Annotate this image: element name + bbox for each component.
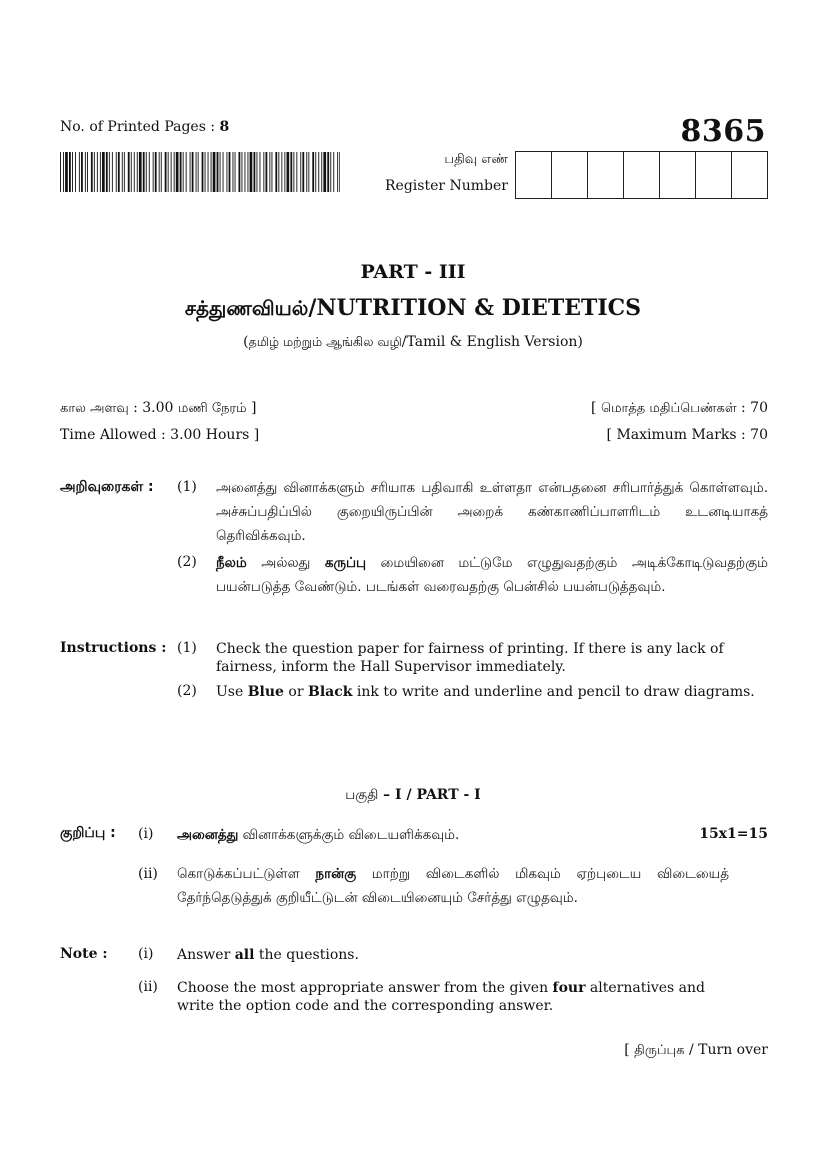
note-ta-bold: அனைத்து	[177, 827, 239, 843]
time-ta-unit: மணி நேரம்	[177, 401, 247, 416]
time-allowed-english: Time Allowed : 3.00 Hours ]	[60, 427, 260, 443]
instruction-en-number: (1)	[177, 640, 197, 656]
instructions-english-label: Instructions :	[60, 640, 167, 656]
instruction-en-part: Use	[216, 684, 248, 700]
note-en-text	[177, 946, 737, 964]
subject-title-separator: /	[308, 295, 317, 321]
printed-pages	[60, 119, 229, 135]
note-en-text	[177, 979, 737, 1015]
section-heading	[0, 787, 826, 805]
note-en-part: Answer	[177, 947, 235, 963]
register-digit-box[interactable]	[696, 152, 732, 198]
barcode-image	[60, 152, 340, 192]
max-marks-tamil	[591, 400, 768, 417]
note-en-part: alternatives and write the option code and the corresponding answer.	[177, 980, 705, 1014]
register-digit-box[interactable]	[660, 152, 696, 198]
note-ta-text	[177, 823, 607, 847]
instruction-ta-text	[216, 551, 768, 599]
instruction-en-text: Check the question paper for fairness of printing. If there is any lack of fairness, inform the Hall Supervisor immediately.	[216, 641, 724, 675]
note-ta-number: (ii)	[138, 866, 158, 882]
note-tamil-label: குறிப்பு :	[60, 825, 116, 841]
paper-code: 8365	[680, 114, 766, 149]
turn-open: [	[624, 1042, 635, 1058]
marks-ta-open: [	[591, 400, 601, 416]
version-english: /Tamil & English Version)	[401, 334, 583, 350]
max-marks-english: [ Maximum Marks : 70	[606, 427, 768, 443]
note-en-part: the questions.	[254, 947, 359, 963]
note-ta-number: (i)	[138, 826, 154, 842]
note-en-number: (ii)	[138, 979, 158, 995]
note-en-bold: all	[234, 947, 255, 963]
instructions-tamil-label: அறிவுரைகள் :	[60, 479, 154, 495]
register-label-english: Register Number	[385, 178, 508, 194]
note-en-number: (i)	[138, 946, 154, 962]
time-ta-close: ]	[246, 400, 257, 416]
time-allowed-tamil	[60, 400, 257, 417]
instruction-ta-bold: நீலம்	[216, 555, 247, 571]
part-heading: PART - III	[360, 261, 466, 283]
instruction-en-part: ink to write and underline and pencil to draw diagrams.	[352, 684, 755, 700]
turn-over	[624, 1042, 768, 1059]
register-digit-box[interactable]	[624, 152, 660, 198]
instruction-ta-number: (1)	[177, 479, 197, 495]
section-heading-english: – I / PART - I	[378, 787, 481, 803]
section-heading-tamil: பகுதி	[345, 787, 379, 803]
subject-title	[0, 295, 826, 323]
instruction-en-part: or	[283, 684, 308, 700]
subject-title-english: NUTRITION & DIETETICS	[316, 295, 642, 321]
instruction-en-number: (2)	[177, 683, 197, 699]
turn-over-english: / Turn over	[684, 1042, 768, 1058]
version-line	[0, 334, 826, 351]
marks-ta-value: : 70	[736, 400, 768, 416]
register-number-boxes[interactable]	[515, 151, 768, 199]
note-english-label: Note :	[60, 946, 108, 962]
note-en-part: Choose the most appropriate answer from the given	[177, 980, 553, 996]
register-digit-box[interactable]	[552, 152, 588, 198]
note-ta-part: வினாக்களுக்கும் விடையளிக்கவும்.	[238, 827, 460, 843]
instruction-ta-part: மையினை மட்டுமே எழுதுவதற்கும் அடிக்கோடிடுவதற்கும் பயன்படுத்த வேண்டும். படங்கள் வரைவதற்கு பென்சில் பயன்படுத்தவும்.	[216, 555, 768, 595]
note-ta-part: மாற்று விடைகளில் மிகவும் ஏற்புடைய விடையைத் தேர்ந்தெடுத்துக் குறியீட்டுடன் விடையினையும் சேர்த்து எழுதவும்.	[177, 866, 729, 906]
note-ta-text	[177, 862, 729, 910]
instruction-en-text	[216, 683, 772, 701]
turn-over-tamil: திருப்புக	[634, 1043, 685, 1058]
marks-ta-label: மொத்த மதிப்பெண்கள்	[600, 401, 737, 416]
section-marks: 15x1=15	[699, 826, 768, 842]
printed-pages-label: No. of Printed Pages :	[60, 119, 216, 135]
version-tamil: தமிழ் மற்றும் ஆங்கில வழி	[248, 334, 402, 349]
register-label-tamil: பதிவு எண்	[444, 152, 508, 167]
printed-pages-value: 8	[219, 119, 230, 135]
instruction-en-bold: Black	[308, 684, 353, 700]
version-open: (	[243, 334, 249, 350]
register-digit-box[interactable]	[516, 152, 552, 198]
register-digit-box[interactable]	[588, 152, 624, 198]
time-ta-value: : 3.00	[128, 400, 178, 416]
note-ta-bold: நான்கு	[315, 866, 357, 882]
instruction-ta-number: (2)	[177, 554, 197, 570]
subject-title-tamil: சத்துணவியல்	[184, 296, 309, 320]
instruction-en-bold: Blue	[247, 684, 284, 700]
time-ta-label: கால அளவு	[60, 401, 129, 416]
instruction-ta-bold: கருப்பு	[324, 555, 367, 571]
register-digit-box[interactable]	[732, 152, 767, 198]
instruction-ta-part: அல்லது	[246, 555, 325, 571]
instruction-ta-text: அனைத்து வினாக்களும் சரியாக பதிவாகி உள்ளதா என்பதனை சரிபார்த்துக் கொள்ளவும். அச்சுப்பதிப்பில் குறையிருப்பின் அறைக் கண்காணிப்பாளரிடம் உடனடியாகத் தெரிவிக்கவும்.	[216, 480, 768, 544]
note-en-bold: four	[552, 980, 586, 996]
note-ta-part: கொடுக்கப்பட்டுள்ள	[177, 866, 316, 882]
